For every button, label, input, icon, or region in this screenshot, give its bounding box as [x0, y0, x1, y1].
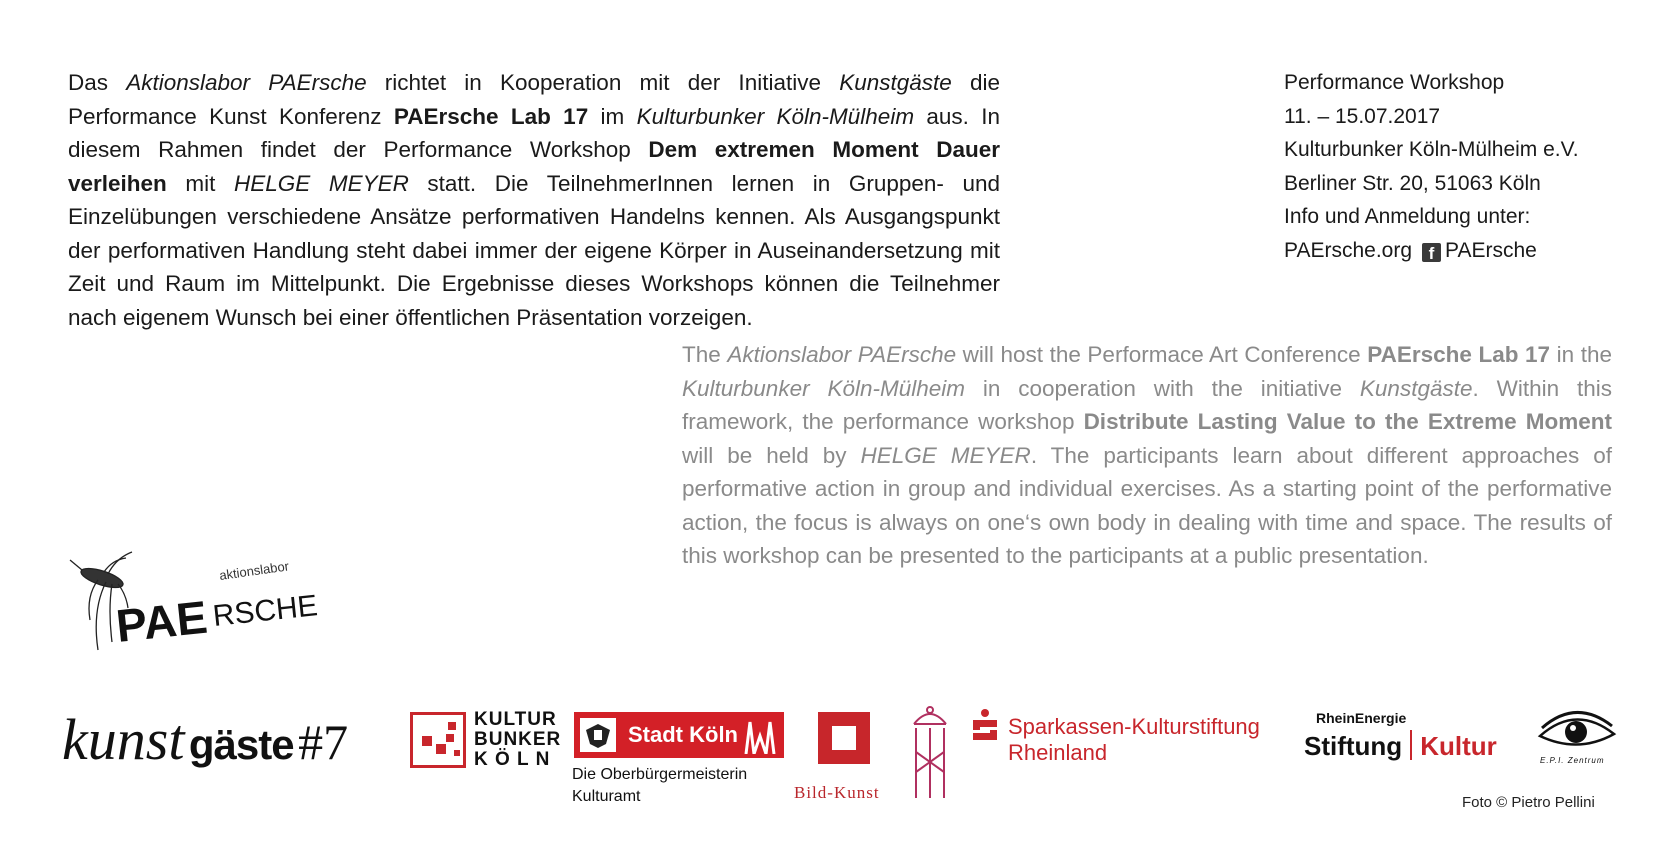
italic-venue-name: Kulturbunker Köln-Mülheim [682, 375, 965, 401]
text-span: die Performance Kunst Konferenz [68, 70, 1000, 129]
facebook-link[interactable]: PAErsche [1445, 238, 1537, 262]
info-title: Performance Workshop [1284, 71, 1505, 94]
logo-big-text: PAE [113, 590, 210, 652]
logo-rest-text: RSCHE [211, 589, 320, 633]
italic-venue-name: Kulturbunker Köln-Mülheim [636, 103, 915, 129]
italic-artist-name: HELGE MEYER [860, 442, 1031, 468]
stadt-koeln-line2: Kulturamt [572, 788, 641, 805]
bold-conference-name: PAErsche Lab 17 [1367, 342, 1551, 367]
info-dates: 11. – 15.07.2017 [1284, 104, 1441, 128]
facebook-icon: f [1422, 243, 1441, 262]
german-description [68, 66, 1000, 334]
text-span: will host the Performace Art Conference [956, 342, 1368, 367]
kulturbunker-line1: KULTUR [474, 709, 557, 730]
rheinenergie-divider [1410, 730, 1412, 760]
italic-initiative-name: Kunstgäste [839, 70, 952, 95]
photo-credit: Foto © Pietro Pellini [1462, 794, 1595, 811]
bold-conference-name: PAErsche Lab 17 [393, 103, 589, 129]
sparkasse-text [1008, 714, 1260, 766]
rheinenergie-stiftung-kultur [1304, 730, 1497, 762]
info-registration-label: Info und Anmeldung unter: [1284, 205, 1531, 228]
text-span: in cooperation with the initiative [965, 375, 1360, 401]
text-span: richtet in Kooperation mit der Initiative [366, 70, 840, 95]
kunstgaeste-part2: gäste [188, 721, 294, 768]
text-span: will be held by [682, 442, 861, 468]
kunstgaeste-logo [62, 706, 348, 773]
kulturbunker-line3: K Ö L N [474, 749, 551, 770]
kulturbunker-text [474, 710, 561, 770]
event-info [1284, 66, 1579, 267]
text-span: mit [166, 170, 234, 196]
rheinenergie-word1: Stiftung [1304, 731, 1403, 761]
bild-kunst-mark-icon [818, 712, 870, 764]
bold-workshop-title: Distribute Lasting Value to the Extreme Moment [1083, 409, 1612, 434]
kunstgaeste-part1: kunst [62, 707, 185, 772]
rheinenergie-small: RheinEnergie [1316, 710, 1407, 726]
info-address: Berliner Str. 20, 51063 Köln [1284, 171, 1541, 195]
text-span: . The participants learn about different approaches of performative action in group and individual exercises. As a starting point of the performative action, the focus is always on one‘s own body in dealing with time and space. The results of this workshop can be presented to the participants at a public presentation. [682, 442, 1612, 568]
bold-workshop-title: Dem extremen Moment Dauer verleihen [68, 137, 1001, 196]
crown-crest-icon [906, 702, 954, 802]
logo-small-text: aktionslabor [218, 558, 290, 583]
text-span: Das [68, 70, 127, 95]
stadt-koeln-title: Stadt Köln [628, 722, 738, 747]
sparkasse-line1: Sparkassen-Kulturstiftung [1008, 714, 1260, 739]
stadt-koeln-subtitle [572, 764, 747, 808]
rheinenergie-word2: Kultur [1420, 731, 1497, 761]
kulturbunker-line2: BUNKER [474, 729, 562, 750]
text-span: . Within this framework, the performance workshop [682, 375, 1613, 434]
eagle-crest-icon [578, 716, 618, 754]
sponsor-logos [0, 700, 1669, 842]
italic-org-name: Aktionslabor PAErsche [727, 342, 957, 367]
text-span: statt. Die TeilnehmerInnen lernen in Gruppen- und Einzelübungen verschiedene Ansätze performativen Handelns kennen. Als Ausgangspunkt der performativen Handlung steht dabei immer der eigene Körper in Auseinandersetzung mit Zeit und Raum im Mittelpunkt. Die Ergebnisse dieses Workshops können die Teilnehmer nach eigenem Wunsch bei einer öffentlichen Präsentation vorzeigen. [68, 170, 1001, 330]
bild-kunst-label: Bild-Kunst [794, 783, 880, 802]
english-description [682, 338, 1612, 573]
italic-initiative-name: Kunstgäste [1359, 375, 1473, 401]
eye-icon [1536, 708, 1618, 756]
website-link[interactable]: PAErsche.org [1284, 238, 1412, 262]
sparkasse-s-icon [970, 708, 1000, 742]
cathedral-icon [742, 718, 778, 754]
text-span: The [682, 342, 728, 367]
sparkasse-line2: Rheinland [1008, 740, 1108, 765]
info-venue: Kulturbunker Köln-Mülheim e.V. [1284, 138, 1579, 161]
epi-zentrum-label: E.P.I. Zentrum [1540, 756, 1605, 765]
kunstgaeste-part3: #7 [298, 714, 349, 770]
text-span: in the [1550, 342, 1612, 367]
info-links [1284, 234, 1579, 268]
italic-artist-name: HELGE MEYER [233, 170, 409, 196]
paersche-logo [68, 550, 328, 670]
text-span: im [588, 103, 637, 129]
italic-org-name: Aktionslabor PAErsche [126, 70, 367, 95]
stadt-koeln-line1: Die Oberbürgermeisterin [572, 766, 748, 783]
text-span: aus. In diesem Rahmen findet der Performance Workshop [68, 103, 1001, 162]
